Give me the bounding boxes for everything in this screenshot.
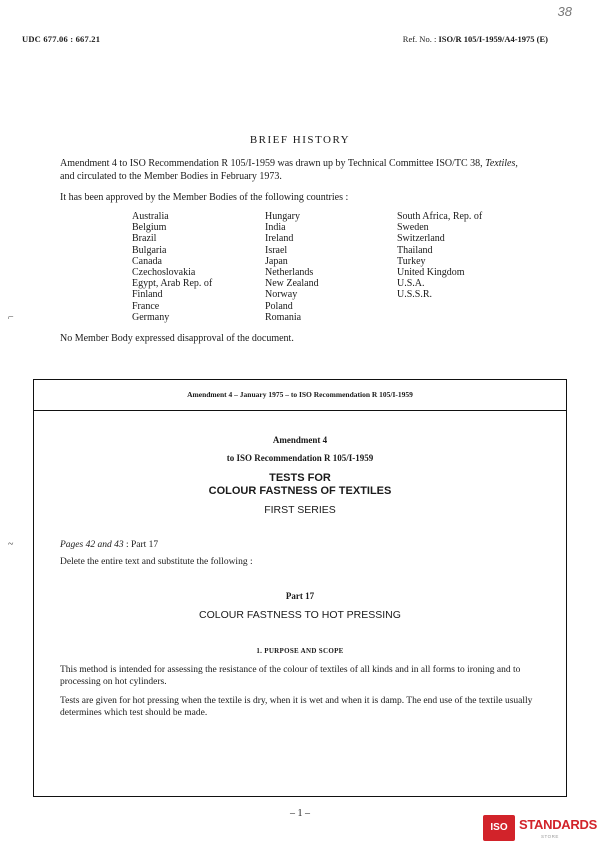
history-paragraph bbox=[60, 158, 520, 183]
countries-column-2 bbox=[265, 211, 319, 323]
logo-text: STANDARDS bbox=[519, 817, 597, 832]
countries-column-3 bbox=[397, 211, 482, 301]
country-item: Australia bbox=[132, 211, 169, 222]
country-item: Bulgaria bbox=[132, 244, 167, 256]
country-item: Egypt, Arab Rep. of bbox=[132, 278, 213, 290]
country-item: Israel bbox=[265, 244, 288, 256]
country-item: Canada bbox=[132, 255, 162, 267]
history-para1-a: Amendment 4 to ISO Recommendation R 105/I-1959 was drawn up by Technical Committee ISO/TC 38, bbox=[60, 158, 483, 169]
margin-mark: ⌐ bbox=[8, 312, 14, 323]
country-item: Romania bbox=[265, 311, 302, 323]
page-mark: 38 bbox=[557, 4, 572, 19]
country-item: U.S.S.R. bbox=[397, 289, 433, 301]
country-item: Norway bbox=[265, 289, 298, 301]
iso-standards-logo bbox=[483, 815, 598, 845]
amendment-subtitle: to ISO Recommendation R 105/I-1959 bbox=[226, 453, 374, 463]
country-item: Ireland bbox=[265, 233, 294, 245]
country-item: Thailand bbox=[397, 244, 433, 256]
country-item: Japan bbox=[265, 255, 288, 267]
country-item: India bbox=[265, 222, 286, 234]
history-para1-b: and circulated to the Member Bodies in February 1973. bbox=[60, 170, 282, 182]
country-item: Turkey bbox=[397, 255, 426, 267]
country-item: Germany bbox=[132, 311, 170, 323]
country-item: Belgium bbox=[132, 222, 167, 234]
part-title: COLOUR FASTNESS TO HOT PRESSING bbox=[199, 609, 401, 621]
country-item: United Kingdom bbox=[397, 267, 465, 279]
approval-paragraph: It has been approved by the Member Bodies of the following countries : bbox=[60, 192, 349, 203]
country-item: U.S.A. bbox=[397, 278, 425, 290]
pages-reference bbox=[60, 539, 535, 551]
amendment-title: Amendment 4 bbox=[272, 435, 328, 445]
body-paragraph-1: This method is intended for assessing the resistance of the colour of textiles of all kinds and in all forms to ironing and to processing on hot cylinders. bbox=[60, 665, 521, 687]
history-para1-italic: Textiles, bbox=[485, 158, 518, 169]
part-label: Part 17 bbox=[285, 591, 315, 601]
section-heading: 1. PURPOSE AND SCOPE bbox=[256, 647, 344, 655]
iso-logo-badge: ISO bbox=[483, 815, 515, 841]
country-item: France bbox=[132, 300, 160, 312]
country-item: Czechoslovakia bbox=[132, 267, 196, 279]
disapproval-paragraph: No Member Body expressed disapproval of the document. bbox=[60, 333, 294, 344]
country-item: New Zealand bbox=[265, 278, 319, 290]
country-item: Brazil bbox=[132, 233, 157, 245]
reference-number bbox=[403, 34, 548, 44]
tests-title-line1: TESTS FOR bbox=[269, 472, 331, 484]
page-number: – 1 – bbox=[290, 808, 310, 819]
body-paragraph-2: Tests are given for hot pressing when the textile is dry, when it is wet and when it is damp. The end use of the textile usually determines which test should be made. bbox=[60, 696, 533, 718]
pages-rest: : Part 17 bbox=[123, 540, 159, 550]
brief-history-title: BRIEF HISTORY bbox=[249, 134, 351, 146]
ref-label: Ref. No. : bbox=[402, 34, 437, 44]
margin-mark-2: ~ bbox=[8, 539, 14, 550]
country-item: South Africa, Rep. of bbox=[397, 211, 483, 222]
instruction-text: Delete the entire text and substitute the following : bbox=[60, 557, 253, 567]
country-item: Finland bbox=[132, 289, 163, 301]
country-item: Netherlands bbox=[265, 267, 314, 279]
country-item: Switzerland bbox=[397, 233, 445, 245]
pages-italic: Pages 42 and 43 bbox=[60, 540, 124, 550]
country-item: Sweden bbox=[397, 222, 429, 234]
logo-subtext: STORE bbox=[541, 834, 559, 839]
ref-value: ISO/R 105/I-1959/A4-1975 (E) bbox=[438, 34, 548, 44]
countries-column-1 bbox=[132, 211, 212, 323]
amendment-box-header: Amendment 4 – January 1975 – to ISO Recommendation R 105/I-1959 bbox=[33, 379, 567, 411]
country-item: Poland bbox=[265, 300, 293, 312]
country-item: Hungary bbox=[265, 211, 300, 222]
tests-title-line2: COLOUR FASTNESS OF TEXTILES bbox=[208, 485, 392, 497]
series-label: FIRST SERIES bbox=[264, 504, 336, 516]
udc-code: UDC 677.06 : 667.21 bbox=[22, 34, 101, 44]
